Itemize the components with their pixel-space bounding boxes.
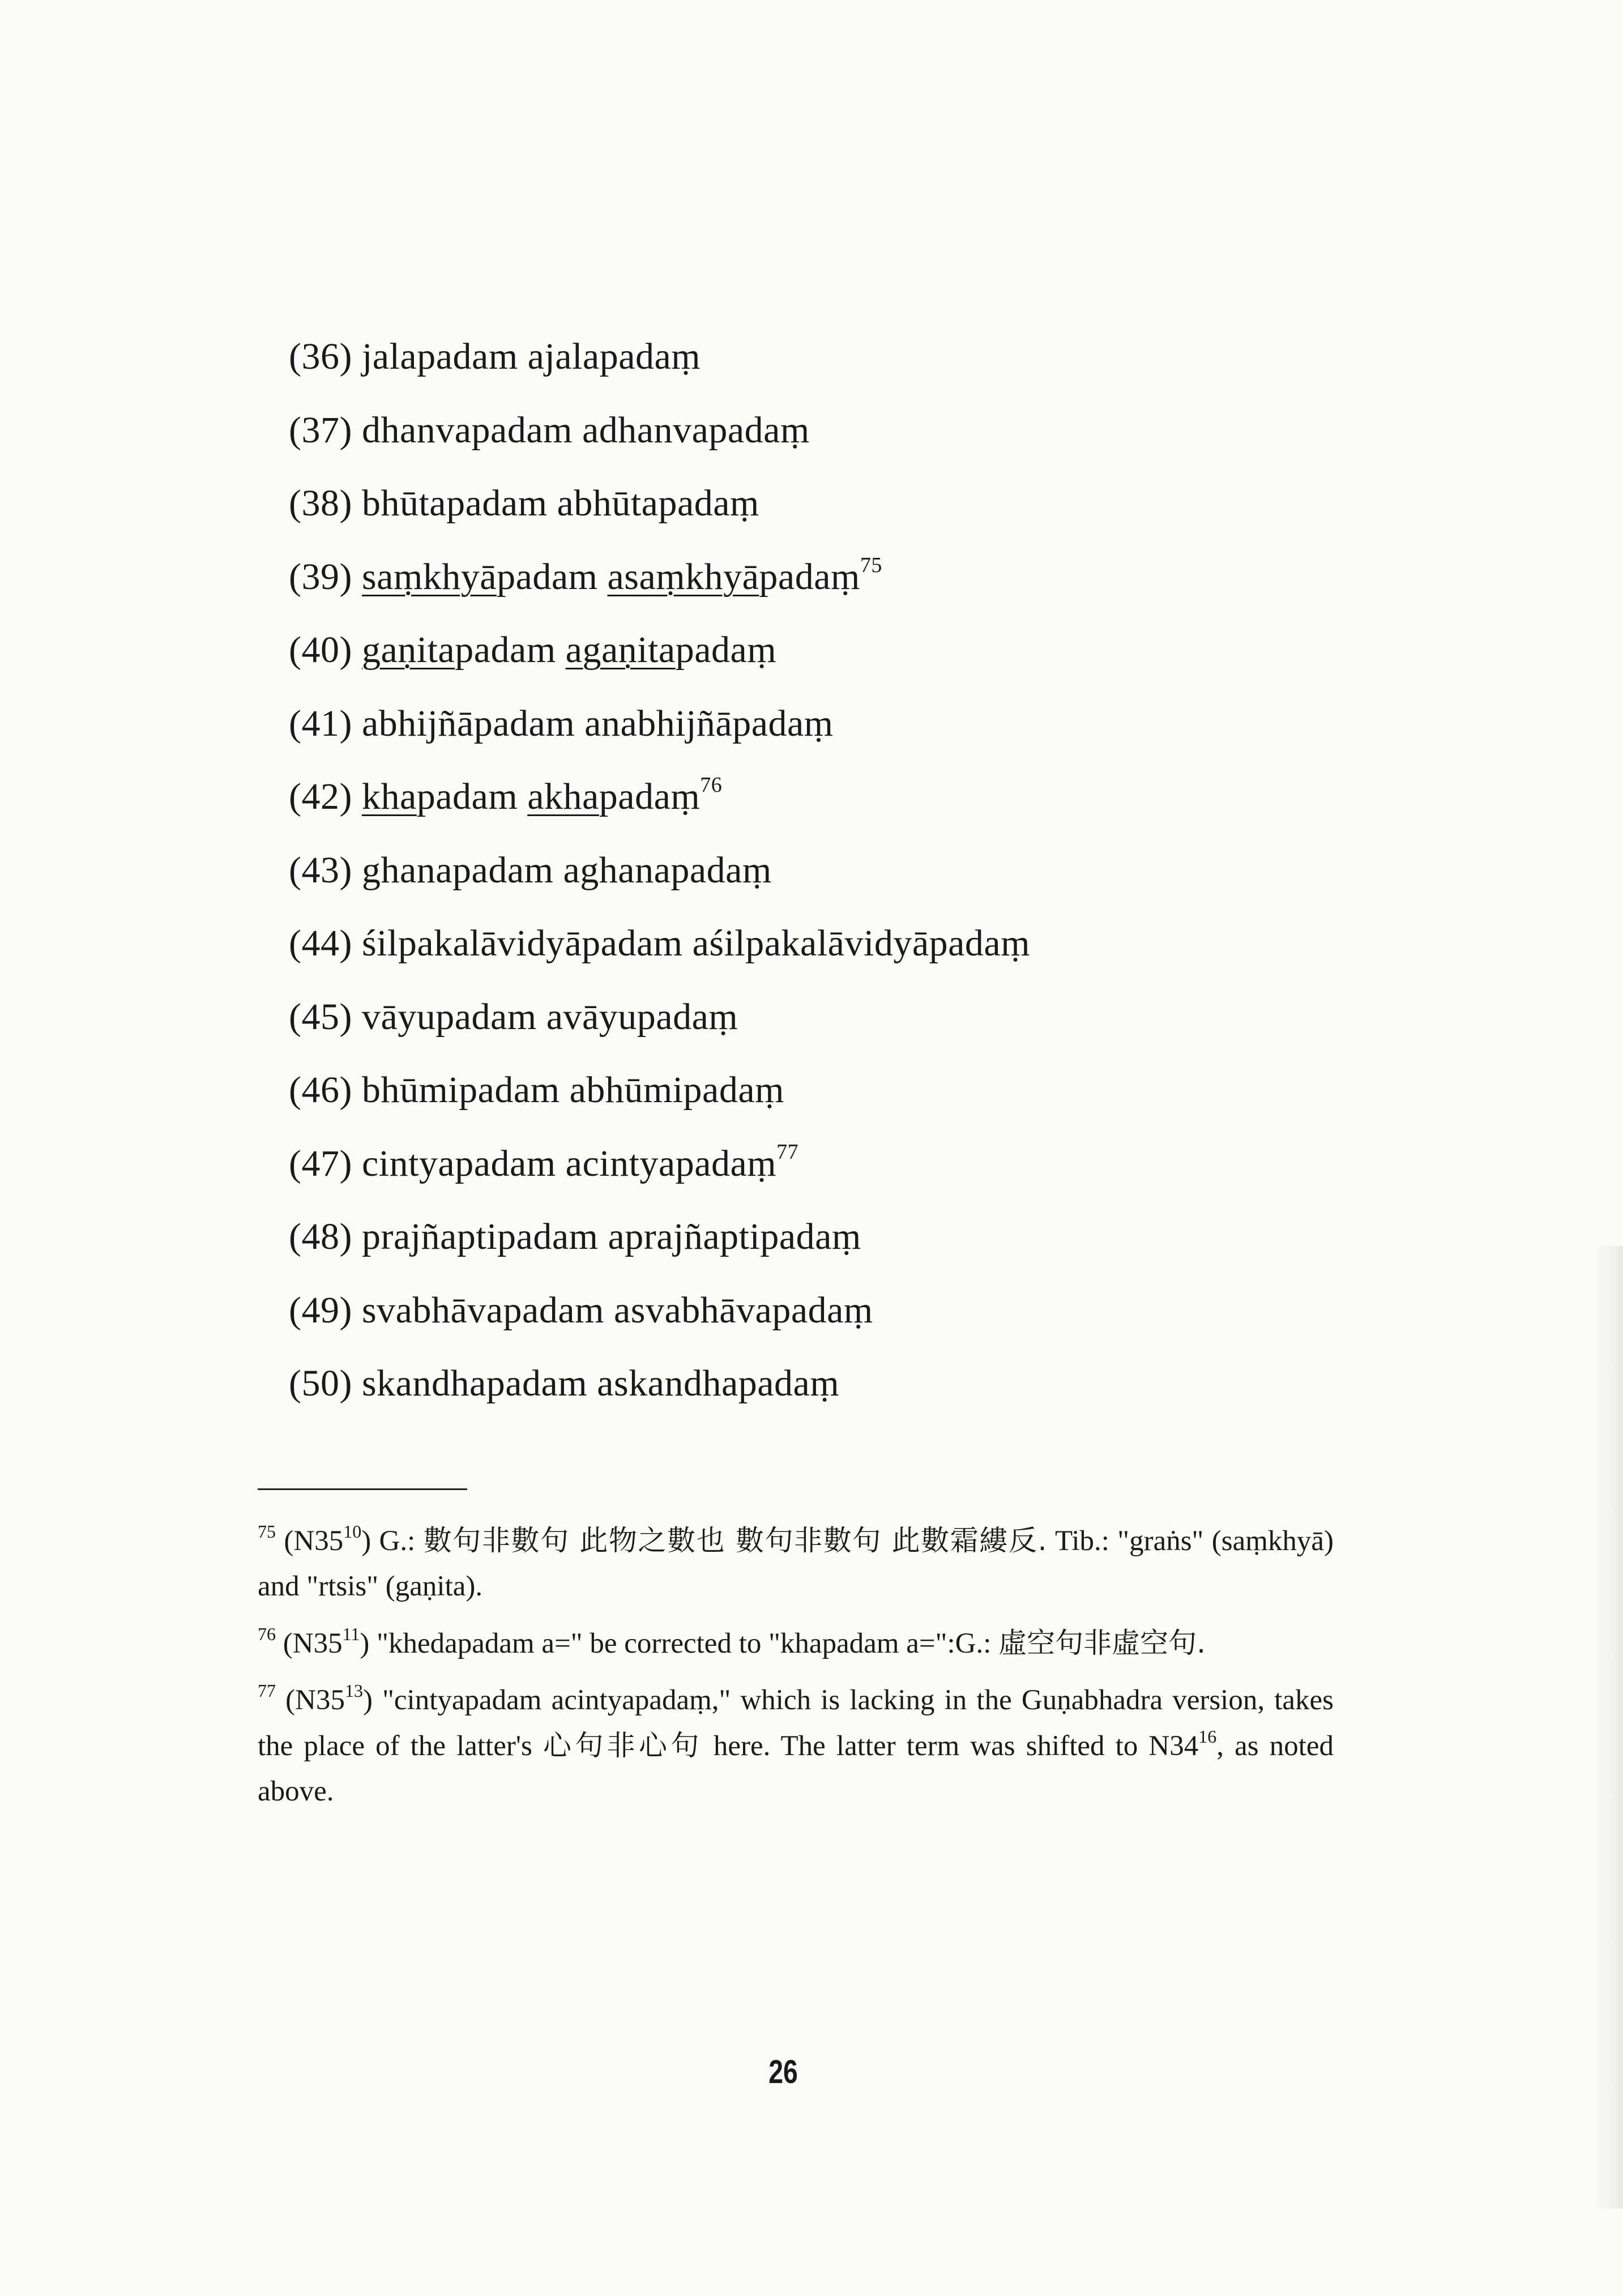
term-list — [289, 326, 1365, 1426]
entry-number: (43) — [289, 849, 352, 891]
negated-term: adhanvapadaṃ — [582, 409, 810, 451]
scan-edge-shadow — [1589, 1246, 1623, 2209]
list-item — [289, 1279, 1365, 1353]
footnote-ref-close: ) — [362, 1684, 373, 1716]
footnote-77 — [258, 1678, 1334, 1814]
list-item — [289, 399, 1365, 473]
footnote-ref-label: (N35 — [285, 1684, 345, 1716]
negated-term: aśilpakalāvidyāpadaṃ — [692, 923, 1031, 964]
footnote-text: here. The latter term was shifted to N34 — [713, 1730, 1199, 1762]
list-item — [289, 839, 1365, 913]
entry-number: (50) — [289, 1363, 352, 1404]
term: śilpakalāvidyāpadam — [361, 923, 683, 964]
term — [362, 629, 556, 671]
entry-number: (47) — [289, 1142, 352, 1184]
entry-number: (46) — [289, 1069, 352, 1111]
entry-number: (39) — [289, 556, 352, 598]
list-item — [289, 326, 1365, 399]
term-suffix: padaṃ — [675, 629, 777, 671]
footnote-76 — [258, 1620, 1334, 1666]
underlined-stem: gaṇita — [361, 629, 455, 671]
list-item — [289, 912, 1365, 986]
term: bhūtapadam — [361, 483, 548, 524]
term: bhūmipadam — [361, 1069, 560, 1111]
chinese-text: 虛空句非虛空句. — [998, 1627, 1206, 1659]
footnote-text: "cintyapadam acintyapadaṃ," which is lacking in the Guṇabhadra version, takes the place of the latter's — [258, 1684, 1334, 1762]
term: cintyapadam — [361, 1142, 556, 1184]
negated-term: abhūtapadaṃ — [557, 483, 759, 524]
negated-term: abhūmipadaṃ — [569, 1069, 784, 1111]
footnote-ref-sup: 11 — [342, 1624, 360, 1644]
term: svabhāvapadam — [361, 1289, 604, 1331]
negated-term — [566, 629, 777, 671]
entry-number: (44) — [289, 923, 352, 964]
list-item — [289, 472, 1365, 546]
negated-term: anabhijñāpadaṃ — [584, 702, 834, 744]
list-item — [289, 1133, 1365, 1206]
term-suffix: padam — [497, 556, 598, 598]
underlined-stem: saṃkhyā — [361, 556, 497, 598]
list-item — [289, 766, 1365, 839]
footnote-ref-label: (N35 — [284, 1525, 344, 1557]
negated-term-text: acintyapadaṃ — [565, 1142, 777, 1184]
footnote-ref-sup: 13 — [344, 1680, 363, 1701]
term: prajñaptipadam — [361, 1216, 599, 1257]
negated-term: avāyupadaṃ — [546, 996, 738, 1038]
term-suffix: padam — [416, 776, 518, 817]
footnote-mark: 77 — [258, 1680, 276, 1701]
footnote-text: "khedapadam a=" be corrected to "khapadam a=":G.: — [377, 1628, 992, 1659]
footnote-ref[interactable]: 76 — [700, 773, 723, 797]
term: vāyupadam — [361, 996, 537, 1038]
negated-term — [527, 773, 723, 817]
negated-term: aghanapadaṃ — [563, 849, 772, 891]
term — [362, 556, 598, 598]
footnote-ref-sup: 16 — [1198, 1726, 1217, 1747]
footnote-separator — [258, 1488, 467, 1490]
entry-number: (48) — [289, 1216, 352, 1257]
footnote-ref-close: ) — [360, 1628, 370, 1659]
page-number: 26 — [768, 2054, 798, 2090]
footnote-75 — [258, 1518, 1334, 1609]
term-suffix: padaṃ — [599, 776, 701, 817]
underlined-stem: agaṇita — [565, 629, 676, 671]
footnote-ref[interactable]: 75 — [860, 553, 882, 577]
negated-term: ajalapadaṃ — [527, 336, 701, 377]
list-item — [289, 986, 1365, 1060]
entry-number: (45) — [289, 996, 352, 1038]
underlined-stem: kha — [361, 776, 417, 817]
entry-number: (36) — [289, 336, 352, 377]
list-item — [289, 1206, 1365, 1279]
footnote-text: Tib.: "graṅs" (saṃkhyā) and "rtsis" (gaṇita). — [258, 1525, 1334, 1602]
footnote-ref-sup: 10 — [343, 1521, 362, 1542]
term-suffix: padam — [455, 629, 556, 671]
chinese-text: 數句非數句 此物之數也 數句非數句 此數霜縷反. — [423, 1524, 1047, 1557]
underlined-stem: akha — [527, 776, 599, 817]
footnote-mark: 75 — [258, 1521, 276, 1542]
list-item — [289, 546, 1365, 620]
negated-term: asvabhāvapadaṃ — [613, 1289, 873, 1331]
entry-number: (40) — [289, 629, 352, 671]
footnote-ref-close: ) G.: — [361, 1525, 416, 1557]
list-item — [289, 1352, 1365, 1426]
footnote-ref-label: (N35 — [283, 1628, 343, 1659]
entry-number: (49) — [289, 1289, 352, 1331]
term: dhanvapadam — [361, 409, 573, 451]
footnote-ref[interactable]: 77 — [776, 1140, 799, 1164]
footnotes — [258, 1518, 1334, 1825]
term — [362, 776, 518, 817]
entry-number: (41) — [289, 702, 352, 744]
list-item — [289, 693, 1365, 766]
negated-term — [565, 1140, 799, 1184]
term: jalapadam — [361, 336, 518, 377]
entry-number: (42) — [289, 776, 352, 817]
list-item — [289, 1059, 1365, 1133]
footnote-text: , as noted above. — [258, 1730, 1334, 1807]
negated-term — [607, 553, 882, 598]
negated-term: aprajñaptipadaṃ — [608, 1216, 861, 1257]
term: ghanapadam — [361, 849, 554, 891]
footnote-mark: 76 — [258, 1624, 276, 1644]
list-item — [289, 619, 1365, 693]
chinese-text: 心句非心句 — [543, 1729, 703, 1762]
term: skandhapadam — [361, 1363, 588, 1404]
negated-term: askandhapadaṃ — [597, 1363, 840, 1404]
underlined-stem: asaṃkhyā — [607, 556, 759, 598]
term-suffix: padaṃ — [759, 556, 860, 598]
term: abhijñāpadam — [361, 702, 575, 744]
entry-number: (37) — [289, 409, 352, 451]
entry-number: (38) — [289, 483, 352, 524]
